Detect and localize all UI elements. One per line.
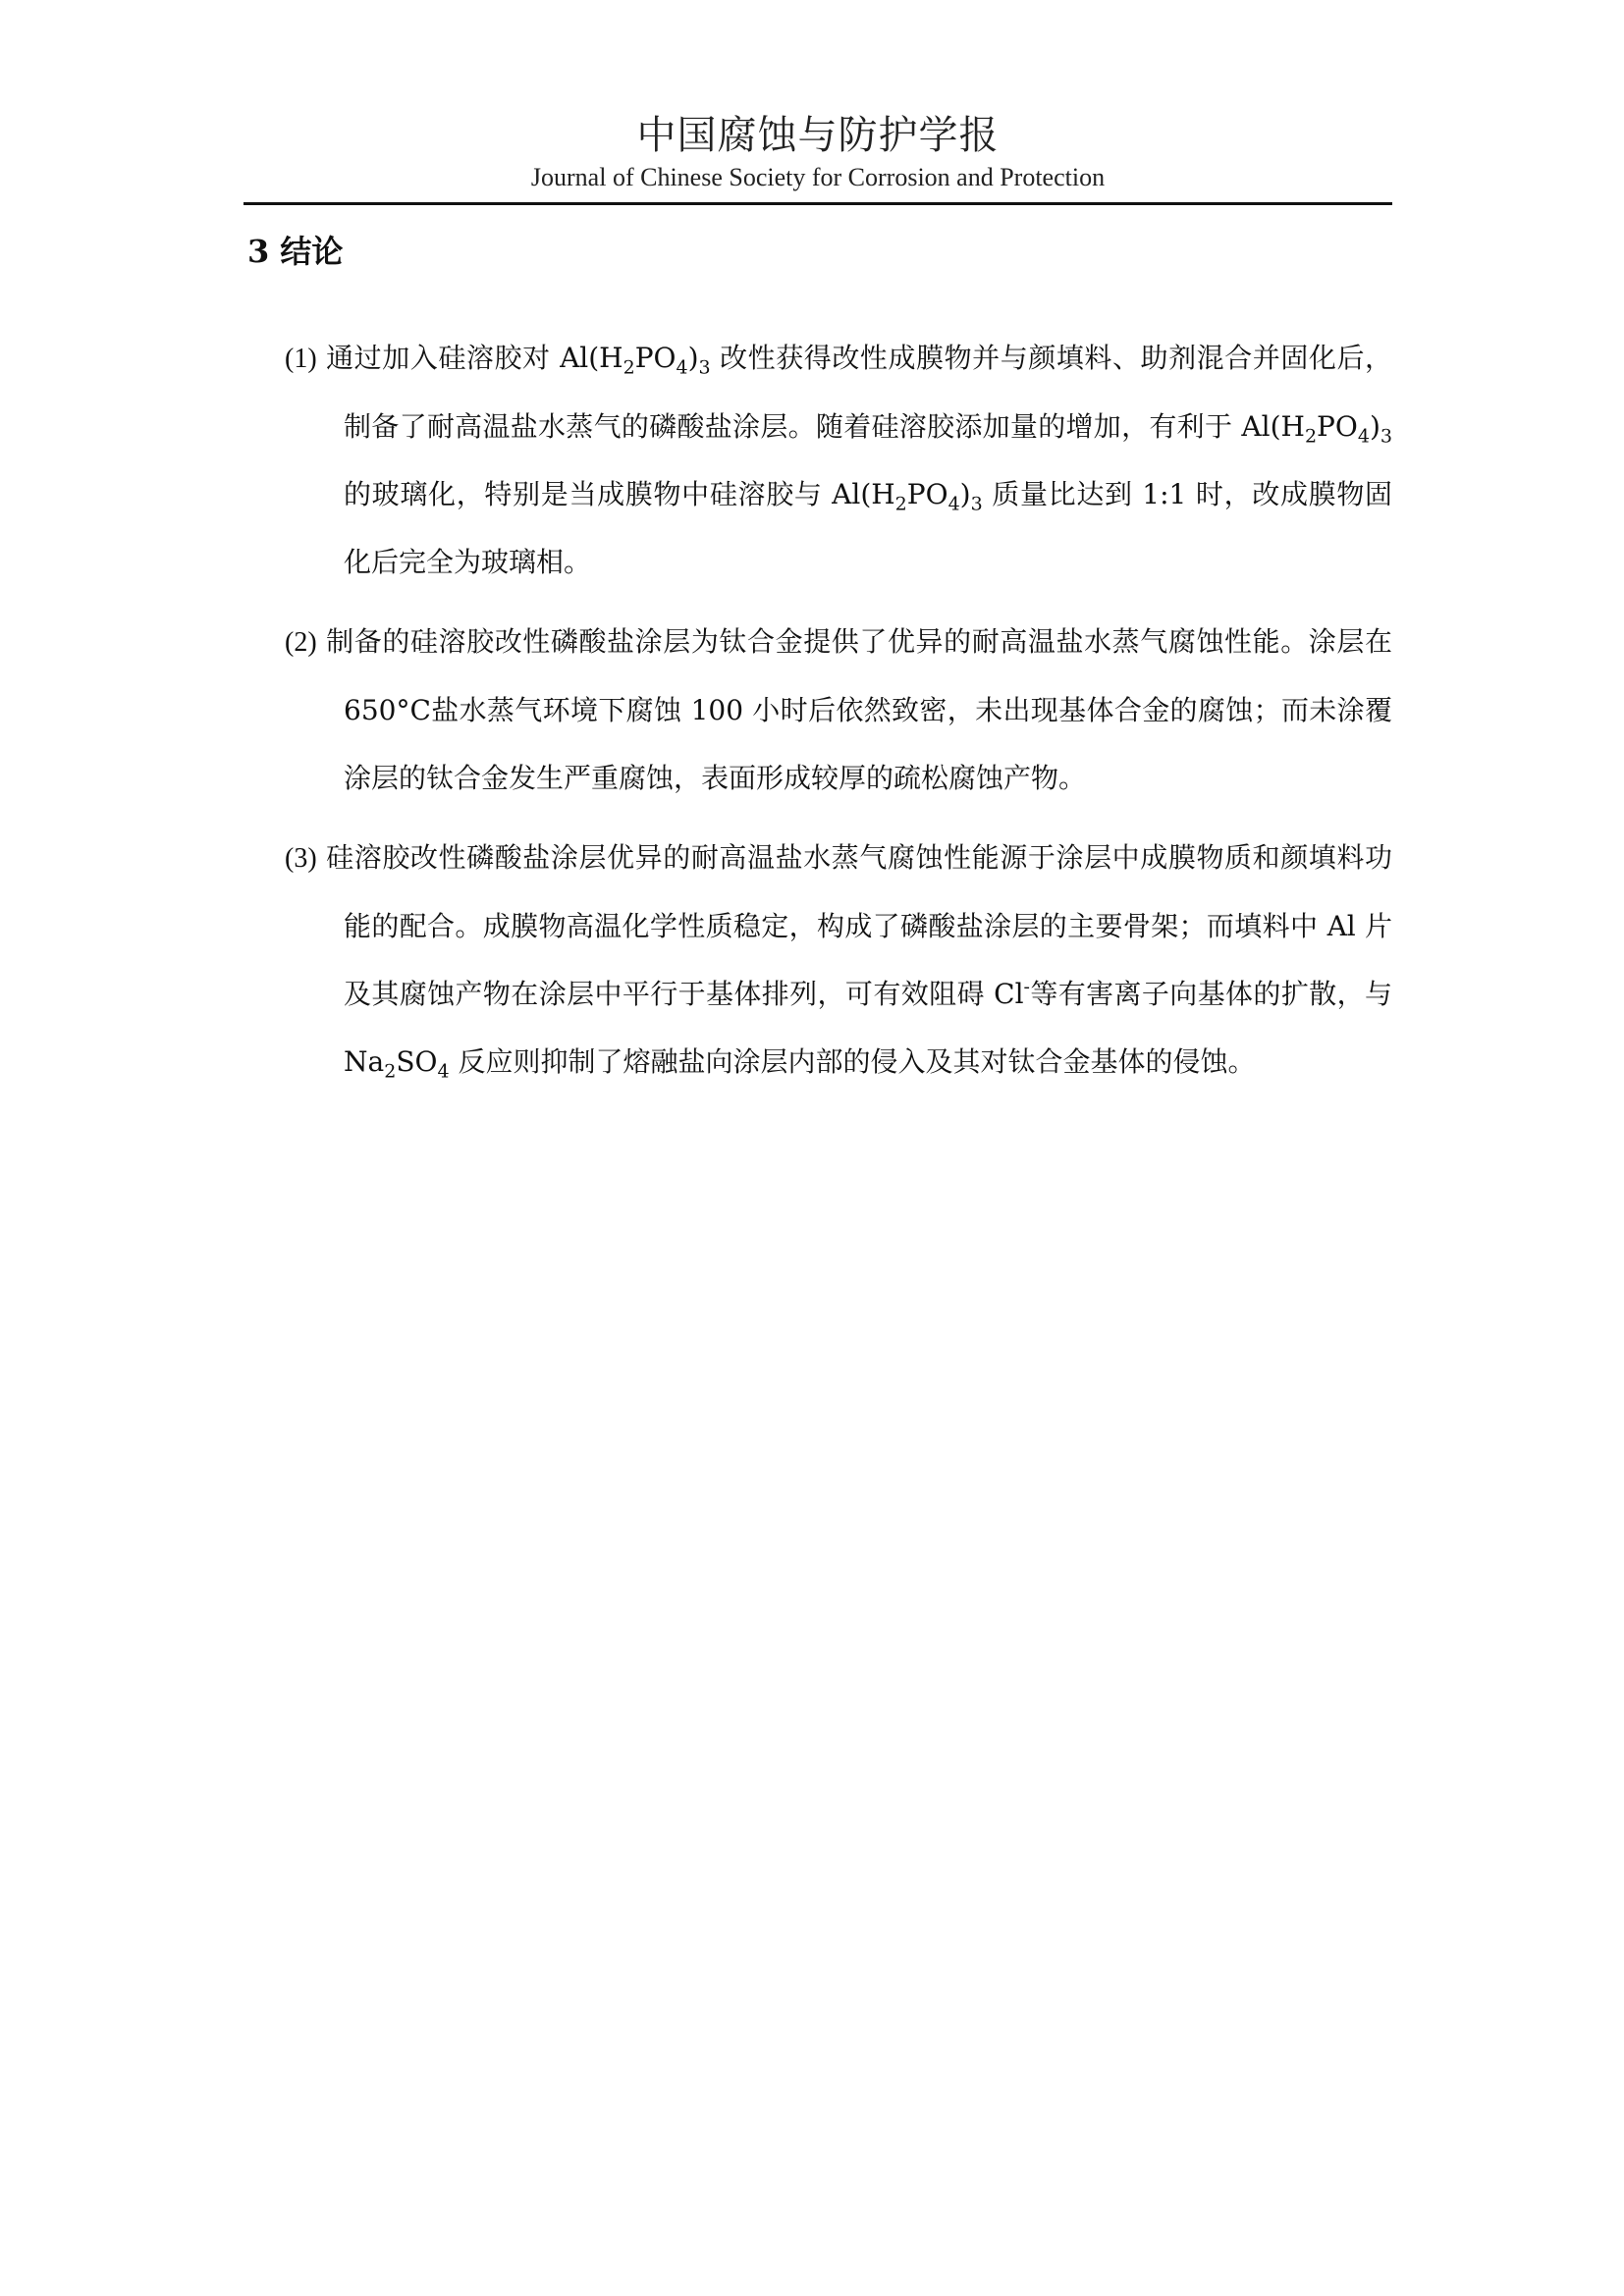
text-run: SO bbox=[396, 1045, 438, 1078]
text-run: 等有害离子向基体的扩散，与 Na bbox=[344, 978, 1392, 1078]
text-run: 质量比达到 1:1 时，改成膜物固化后完全为玻璃相。 bbox=[344, 478, 1392, 578]
item-number: (2) bbox=[285, 627, 317, 658]
conclusion-item-1 bbox=[285, 324, 1392, 596]
conclusion-item-3 bbox=[285, 824, 1392, 1095]
text-run: PO bbox=[634, 342, 677, 374]
text-run: 制备的硅溶胶改性磷酸盐涂层为钛合金提供了优异的耐高温盐水蒸气腐蚀性能。涂层在 650°C盐水蒸气环境下腐蚀 100 小时后依然致密，未出现基体合金的腐蚀；而未涂覆涂层的钛合金发生严重腐蚀，表面形成较厚的疏松腐蚀产物。 bbox=[326, 625, 1392, 794]
subscript: 4 bbox=[1357, 425, 1370, 448]
text-run: 反应则抑制了熔融盐向涂层内部的侵入及其对钛合金基体的侵蚀。 bbox=[449, 1045, 1256, 1078]
section-heading: 3 结论 bbox=[247, 233, 344, 270]
subscript: 2 bbox=[384, 1060, 397, 1083]
superscript: - bbox=[1023, 976, 1030, 998]
journal-title-cn: 中国腐蚀与防护学报 bbox=[636, 113, 1000, 158]
text-run: ) bbox=[687, 342, 699, 374]
subscript: 4 bbox=[676, 356, 688, 379]
text-run: ) bbox=[1369, 410, 1380, 443]
subscript: 3 bbox=[970, 493, 983, 515]
text-run: PO bbox=[906, 478, 948, 510]
text-run: 通过加入硅溶胶对 Al(H bbox=[326, 342, 623, 374]
subscript: 4 bbox=[947, 493, 960, 515]
subscript: 2 bbox=[623, 356, 635, 379]
text-run: 的玻璃化，特别是当成膜物中硅溶胶与 Al(H bbox=[344, 478, 895, 510]
item-number: (1) bbox=[285, 344, 317, 374]
journal-header bbox=[244, 110, 1392, 194]
journal-title-en: Journal of Chinese Society for Corrosion and Protection bbox=[530, 163, 1106, 191]
header-divider bbox=[244, 202, 1392, 205]
text-run: 硅溶胶改性磷酸盐涂层优异的耐高温盐水蒸气腐蚀性能源于涂层中成膜物质和颜填料功能的配合。成膜物高温化学性质稳定，构成了磷酸盐涂层的主要骨架；而填料中 Al 片及其腐蚀产物在涂层中平行于基体排列，可有效阻碍 Cl bbox=[326, 841, 1392, 1010]
subscript: 2 bbox=[1304, 425, 1318, 448]
text-run: 改性获得改性成膜物并与颜填料、助剂混合并固化后，制备了耐高温盐水蒸气的磷酸盐涂层。随着硅溶胶添加量的增加，有利于 Al(H bbox=[344, 342, 1393, 443]
text-run: PO bbox=[1317, 410, 1358, 443]
subscript: 2 bbox=[894, 493, 907, 515]
conclusion-item-2 bbox=[285, 608, 1392, 812]
subscript: 4 bbox=[437, 1060, 450, 1083]
subscript: 3 bbox=[1380, 425, 1392, 448]
subscript: 3 bbox=[698, 356, 711, 379]
text-run: ) bbox=[959, 478, 971, 510]
item-number: (3) bbox=[285, 843, 317, 874]
conclusion-list bbox=[285, 324, 1392, 1107]
